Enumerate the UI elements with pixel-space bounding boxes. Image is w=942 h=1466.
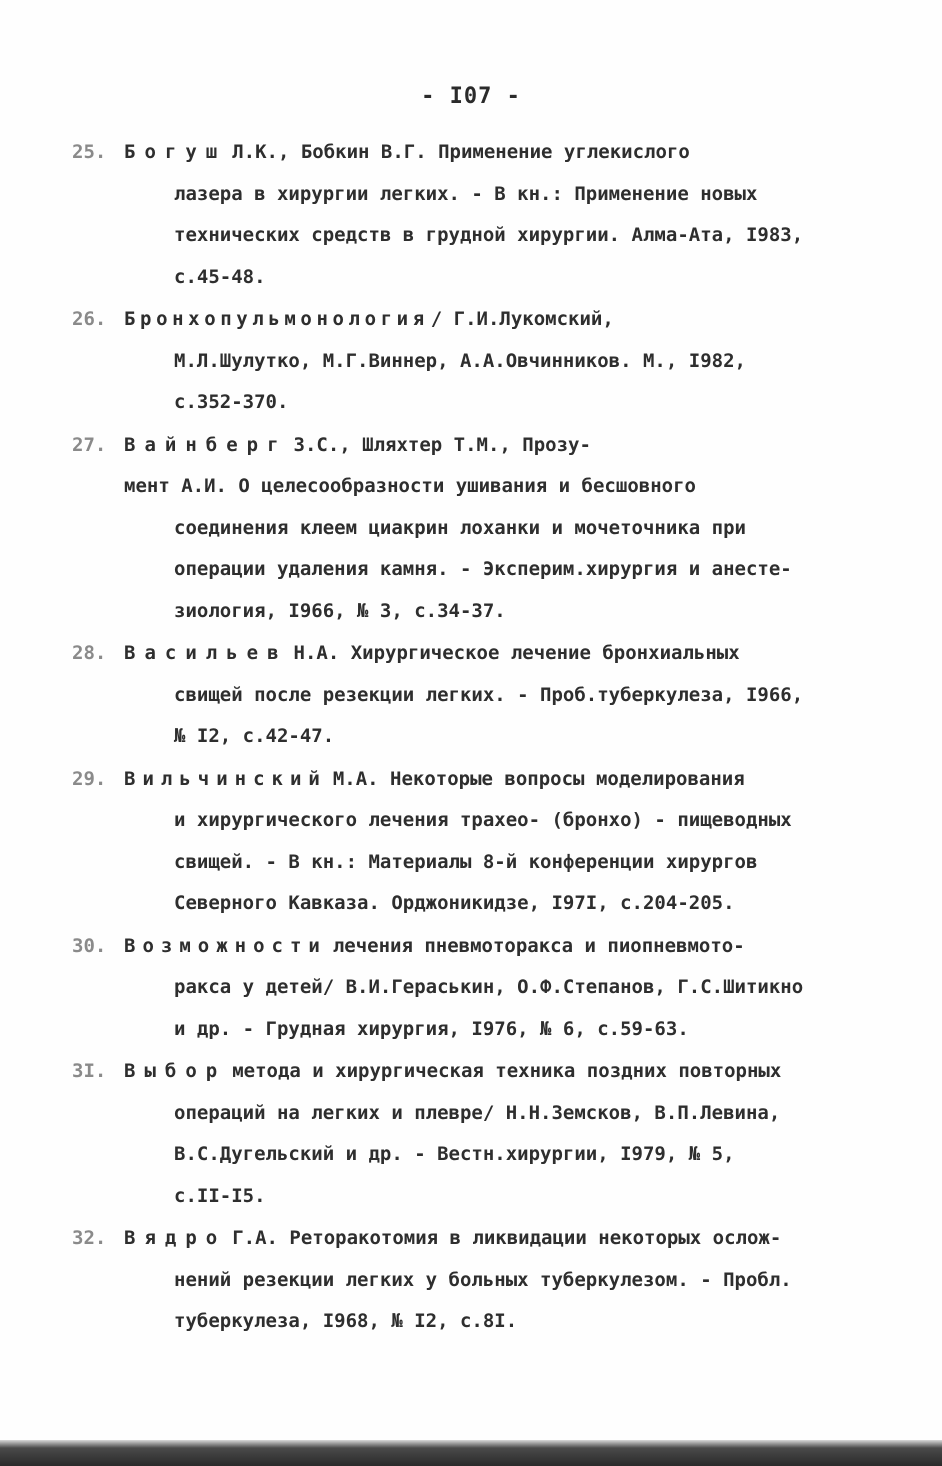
entry-line: ракса у детей/ В.И.Гераськин, О.Ф.Степанов, Г.С.Шитикно xyxy=(174,976,804,998)
entry-line: зиология, I966, № 3, с.34-37. xyxy=(174,599,506,622)
entry-line: Северного Кавказа. Орджоникидзе, I97I, с.204-205. xyxy=(174,892,735,914)
entry-line: с.352-370. xyxy=(174,391,289,413)
entry-line: лазера в хирургии легких. - В кн.: Применение новых xyxy=(174,182,758,205)
entry-heading: Бронхопульмонология xyxy=(124,308,429,330)
entry-heading: Вильчинский xyxy=(124,767,327,790)
entry-line: В.С.Дугельский и др. - Вестн.хирургии, I979, № 5, xyxy=(174,1143,735,1165)
entry-number: 32. xyxy=(72,1227,107,1249)
entry-line: свищей. - В кн.: Материалы 8-й конференции хирургов xyxy=(174,850,758,873)
entry-line: / Г.И.Лукомский, xyxy=(430,308,614,330)
entry-line: метода и хирургическая техника поздних повторных xyxy=(232,1060,782,1082)
bibliography-entry xyxy=(72,926,892,1051)
entry-line: З.С., Шляхтер Т.М., Прозу- xyxy=(293,433,591,456)
entry-heading: Вайнберг xyxy=(124,433,288,456)
entry-number: 25. xyxy=(72,141,107,163)
entry-line: соединения клеем циакрин лоханки и мочеточника при xyxy=(174,516,746,539)
entry-heading: Возможности xyxy=(124,934,327,957)
bibliography-entry xyxy=(72,299,892,424)
scan-edge-shadow xyxy=(0,1440,942,1466)
entry-line: операций на легких и плевре/ Н.Н.Земсков, В.П.Левина, xyxy=(174,1101,781,1124)
entry-line: нений резекции легких у больных туберкулезом. - Пробл. xyxy=(174,1268,792,1291)
entry-line: технических средств в грудной хирургии. Алма-Ата, I983, xyxy=(174,224,804,246)
entry-line: операции удаления камня. - Эксперим.хирургия и анесте- xyxy=(174,558,792,580)
entry-line: М.А. Некоторые вопросы моделирования xyxy=(332,767,745,790)
entry-line: и др. - Грудная хирургия, I976, № 6, с.59-63. xyxy=(174,1017,689,1040)
bibliography-entry xyxy=(72,425,892,633)
bibliography-entry xyxy=(72,1051,892,1217)
entry-number: 28. xyxy=(72,642,107,664)
entry-number: 27. xyxy=(72,433,107,456)
entry-line: с.45-48. xyxy=(174,265,266,288)
bibliography-entry xyxy=(72,633,892,758)
bibliography-entry xyxy=(72,1218,892,1343)
bibliography-list xyxy=(72,132,892,1344)
entry-line: Л.К., Бобкин В.Г. Применение углекислого xyxy=(232,141,690,163)
entry-heading: Васильев xyxy=(124,642,288,664)
bibliography-entry xyxy=(72,132,892,298)
entry-line: М.Л.Шулутко, М.Г.Виннер, А.А.Овчинников. М., I982, xyxy=(174,349,746,372)
entry-heading: Богуш xyxy=(124,141,227,163)
entry-line: лечения пневмоторакса и пиопневмото- xyxy=(332,934,745,957)
entry-line: туберкулеза, I968, № I2, с.8I. xyxy=(174,1310,518,1332)
entry-line: свищей после резекции легких. - Проб.туберкулеза, I966, xyxy=(174,683,804,706)
entry-heading: Вядро xyxy=(124,1227,227,1249)
entry-line: № I2, с.42-47. xyxy=(174,725,335,747)
bibliography-entry xyxy=(72,759,892,925)
entry-number: 29. xyxy=(72,767,107,790)
entry-line: с.II-I5. xyxy=(174,1184,266,1207)
entry-line: и хирургического лечения трахео- (бронхо) - пищеводных xyxy=(174,809,792,831)
entry-number: 3I. xyxy=(72,1060,107,1082)
entry-heading: Выбор xyxy=(124,1060,227,1082)
entry-line: Н.А. Хирургическое лечение бронхиальных xyxy=(293,642,740,664)
entry-number: 26. xyxy=(72,308,107,330)
entry-line: мент А.И. О целесообразности ушивания и бесшовного xyxy=(124,475,696,497)
entry-number: 30. xyxy=(72,934,107,957)
page-number: - I07 - xyxy=(421,84,521,109)
entry-line: Г.А. Реторакотомия в ликвидации некоторых ослож- xyxy=(232,1227,782,1249)
